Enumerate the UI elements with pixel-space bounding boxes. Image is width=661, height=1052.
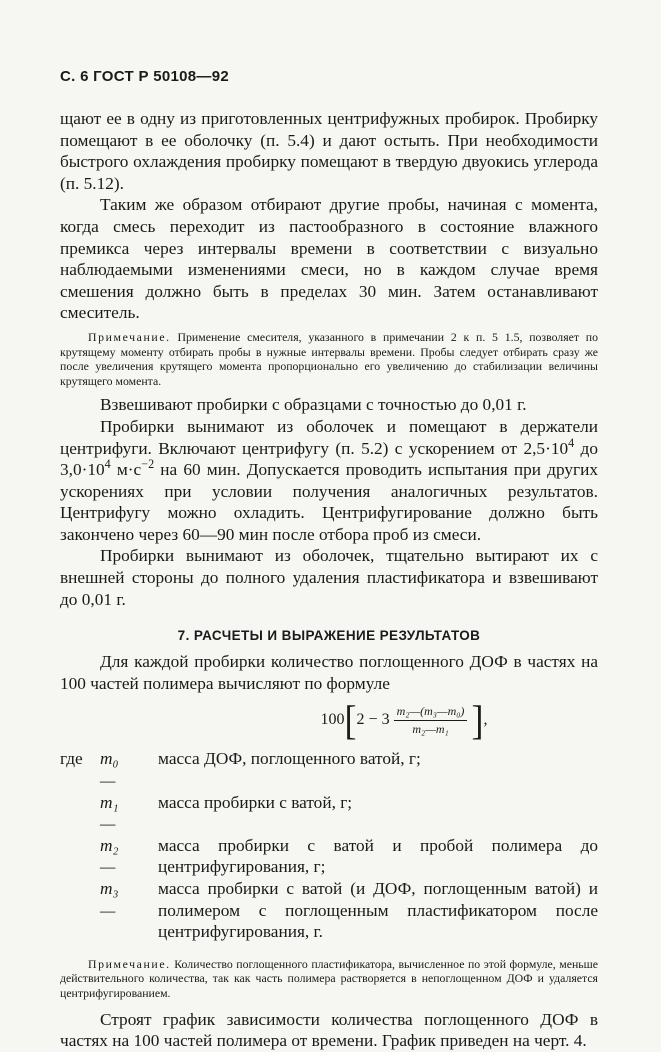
- definition-text: масса ДОФ, поглощенного ватой, г;: [158, 749, 421, 769]
- formula-denominator: m₂—m₁: [412, 721, 449, 736]
- note-1: [60, 330, 598, 388]
- paragraph-4: [60, 416, 598, 546]
- definition-prefix: где: [60, 749, 83, 769]
- exponent-1: 4: [568, 435, 575, 450]
- formula-fraction: [394, 704, 468, 737]
- formula: [210, 698, 598, 742]
- definition-item: [60, 748, 598, 791]
- paragraph-7: Строят график зависимости количества поглощенного ДОФ в частях на 100 частей полимера от времени. График приведен на черт. 4.: [60, 1009, 598, 1051]
- definition-text: масса пробирки с ватой и пробой полимера до центрифугирования, г;: [158, 835, 598, 877]
- formula-numerator: m₂—(m₃—m₀): [394, 704, 468, 721]
- section-title: 7. РАСЧЕТЫ И ВЫРАЖЕНИЕ РЕЗУЛЬТАТОВ: [177, 628, 481, 644]
- definition-prefix: [60, 835, 100, 878]
- exponent-2: 4: [104, 457, 111, 472]
- paragraph-1: щают ее в одну из приготовленных центрифужных пробирок. Пробирку помещают в ее оболочку (п. 5.4) и дают остыть. При необходимости быстрого охлаждения пробирку помещают в твердую двуокись углерода (п. 5.12).: [60, 109, 598, 193]
- paragraph-4-part-b: до 3,0·10: [60, 438, 598, 480]
- note-1-label: Примечание.: [88, 329, 171, 344]
- note-2-text: Количество поглощенного пластификатора, вычисленное по этой формуле, меньше действительного количества, так как часть полимера растворяется в непоглощенном ДОФ и удаляется центрифугированием.: [60, 956, 598, 1000]
- formula-left-bracket: [: [344, 697, 357, 744]
- paragraph-3: Взвешивают пробирки с образцами с точностью до 0,01 г.: [100, 395, 527, 415]
- paragraph-2: Таким же образом отбирают другие пробы, начиная с момента, когда смесь переходит из пастообразного в состояние влажного премикса через интервалы времени в соответствии с визуально наблюдаемыми изменениями смеси, но в каждом случае время смешения должно быть в пределах 30 мин. Затем останавливают смеситель.: [60, 195, 598, 323]
- definition-symbol: m₃ —: [100, 879, 119, 920]
- definition-item: [60, 835, 598, 878]
- definition-prefix: [60, 792, 100, 835]
- definitions-list: [60, 748, 598, 942]
- paragraph-4-part-a: Пробирки вынимают из оболочек и помещают в держатели центрифуги. Включают центрифугу (п. 5.2) с ускорением от 2,5·10: [60, 416, 598, 458]
- note-2-label: Примечание.: [88, 956, 171, 971]
- definition-item: [60, 878, 598, 943]
- exponent-3: −2: [141, 457, 155, 472]
- formula-right-bracket: ]: [471, 697, 484, 744]
- document-body: [60, 108, 598, 1052]
- definition-symbol: m₁ —: [100, 792, 119, 834]
- paragraph-4-part-c: м·с: [110, 460, 142, 480]
- formula-lead: 100: [320, 711, 345, 729]
- definition-item: [60, 792, 598, 835]
- note-2: [60, 957, 598, 1001]
- definition-symbol: m₀ —: [100, 749, 119, 791]
- formula-tail: ,: [483, 711, 488, 729]
- paragraph-5: Пробирки вынимают из оболочек, тщательно вытирают их с внешней стороны до полного удаления пластификатора и взвешивают до 0,01 г.: [60, 546, 598, 609]
- formula-inner: 2 − 3: [356, 711, 390, 729]
- definition-text: масса пробирки с ватой (и ДОФ, поглощенным ватой) и полимером с поглощенным пластификатором после центрифугирования, г.: [158, 879, 598, 942]
- definition-prefix: [60, 878, 100, 943]
- paragraph-6: Для каждой пробирки количество поглощенного ДОФ в частях на 100 частей полимера вычисляют по формуле: [60, 652, 598, 693]
- definition-text: масса пробирки с ватой, г;: [158, 792, 353, 812]
- note-1-text: Применение смесителя, указанного в примечании 2 к п. 5 1.5, позволяет по крутящему моменту отбирать пробы в нужные интервалы времени. Пробы следует отбирать сразу же после увеличения крутящего момента пропорционально его увеличению до стабилизации величины крутящего момента.: [60, 329, 598, 388]
- page-header: С. 6 ГОСТ Р 50108—92: [60, 68, 230, 85]
- definition-symbol: m₂ —: [100, 835, 119, 877]
- paragraph-4-part-d: на 60 мин. Допускается проводить испытания при других ускорениях при условии получения аналогичных результатов. Центрифугу можно охладить. Центрифугирование должно быть закончено через 60—90 мин после отбора проб из смеси.: [60, 460, 598, 544]
